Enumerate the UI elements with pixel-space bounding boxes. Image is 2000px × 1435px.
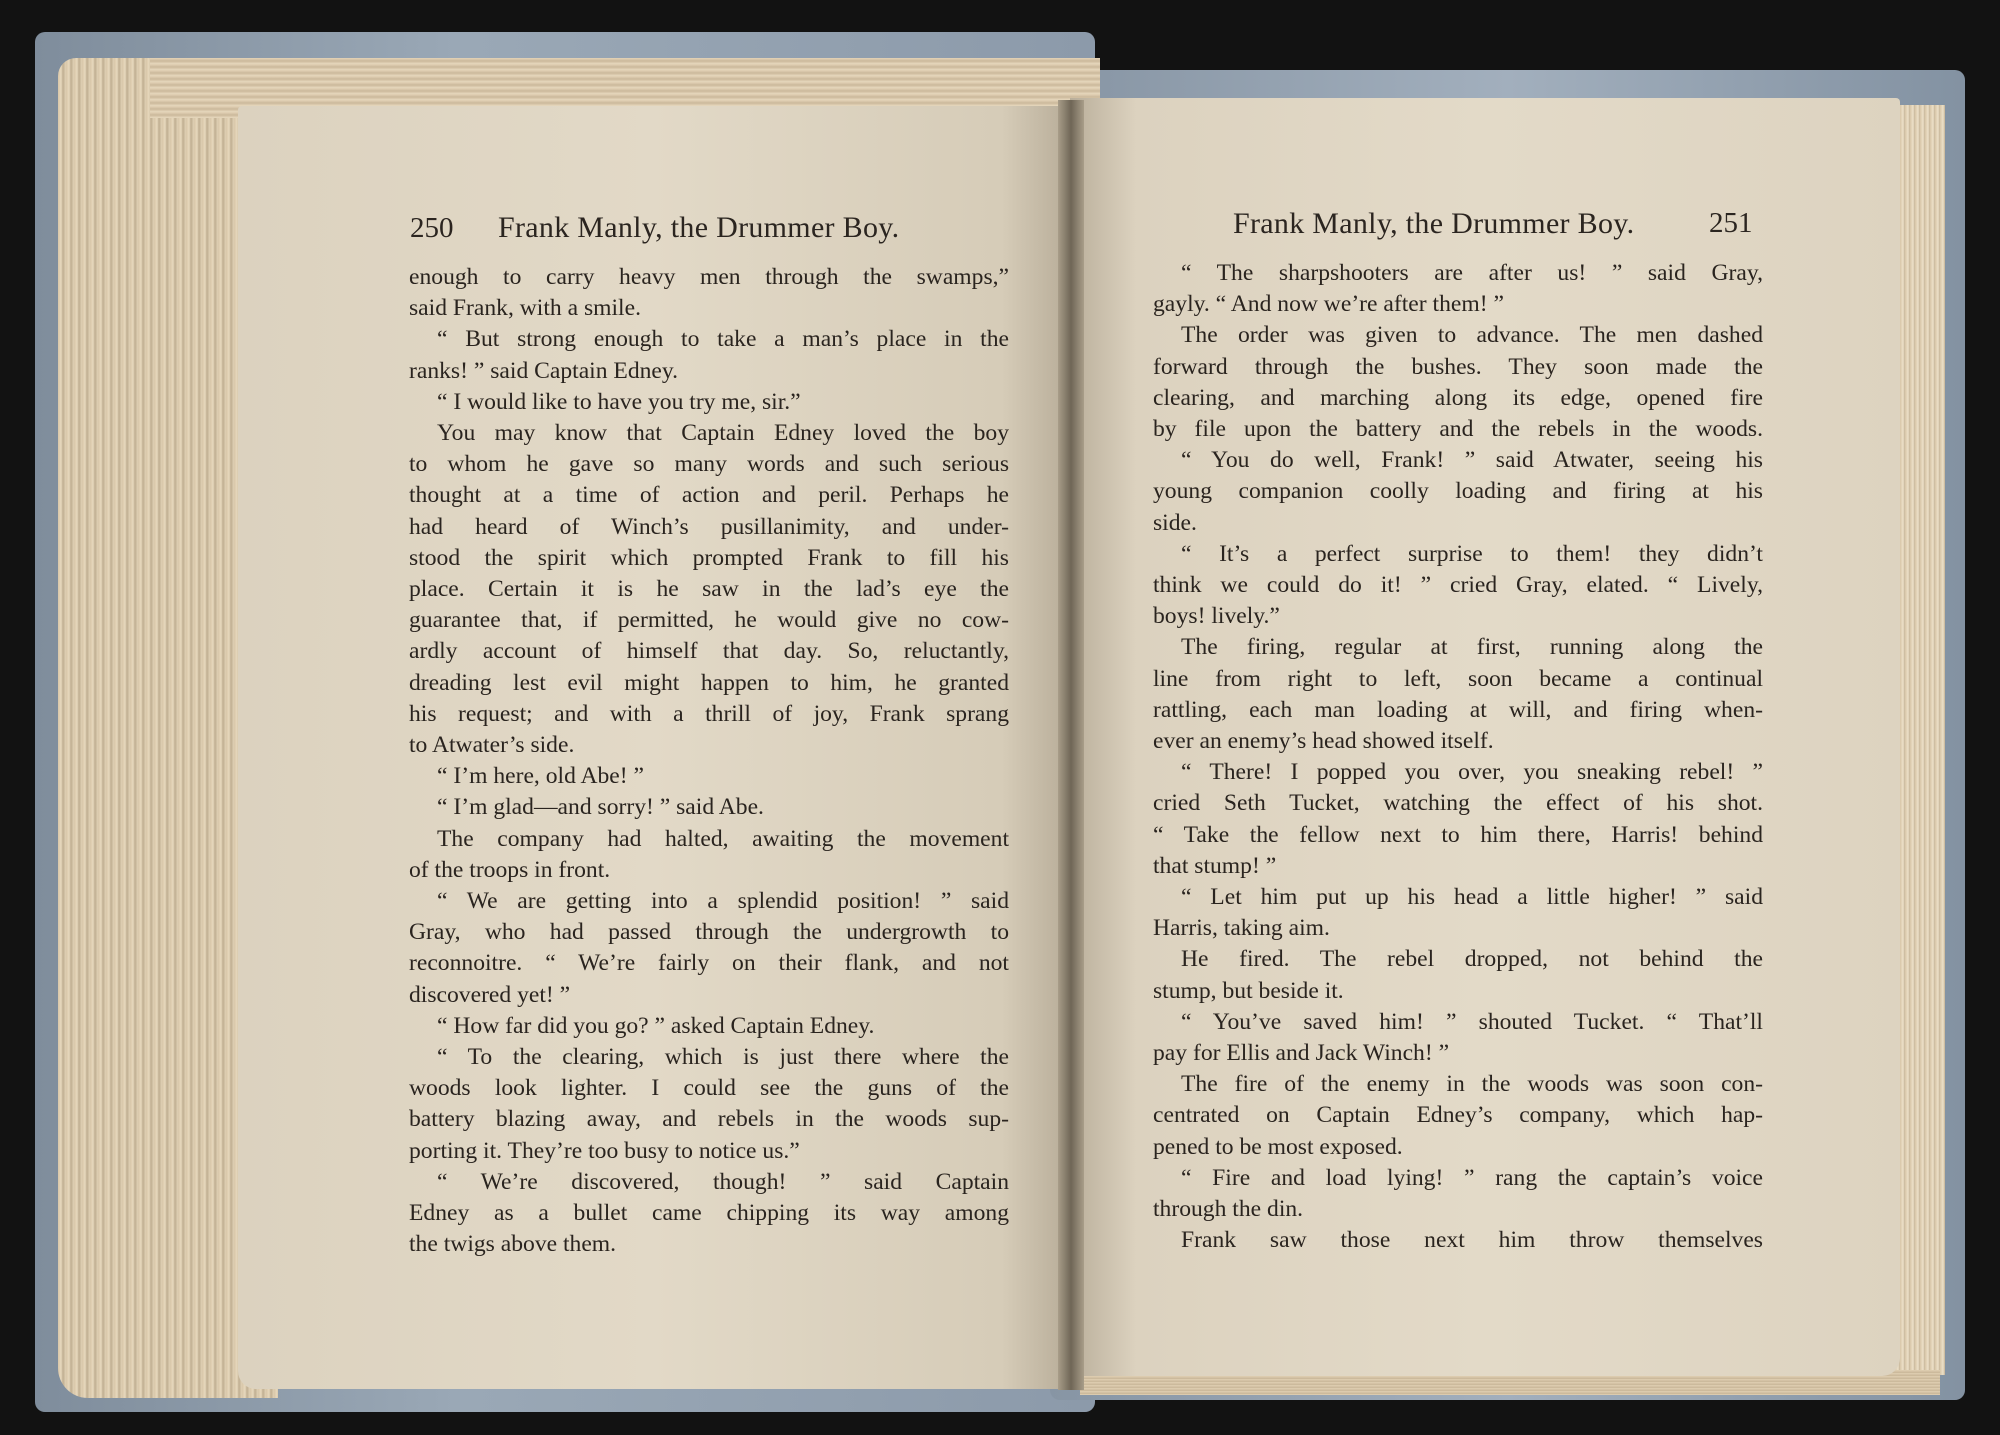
text-line: The order was given to advance. The men dashed [1181,322,1763,349]
left-page-number: 250 [410,212,454,244]
text-line: The fire of the enemy in the woods was soon con- [1181,1071,1763,1098]
text-line: pened to be most exposed. [1153,1133,1403,1160]
text-line: woods look lighter. I could see the guns of the [409,1075,1009,1102]
text-line: The company had halted, awaiting the movement [437,825,1009,852]
text-line: through the din. [1153,1196,1304,1223]
right-running-head: Frank Manly, the Drummer Boy. [1233,207,1635,240]
text-line: “ The sharpshooters are after us! ” said Gray, [1181,260,1763,286]
text-line: enough to carry heavy men through the swamps,” [409,264,1009,290]
text-line: stump, but beside it. [1153,977,1344,1004]
text-line: “ You’ve saved him! ” shouted Tucket. “ That’ll [1181,1008,1763,1035]
text-line: “ I’m here, old Abe! ” [437,763,645,790]
text-line: “ There! I popped you over, you sneaking rebel! ” [1181,759,1763,786]
text-line: gayly. “ And now we’re after them! ” [1153,291,1504,318]
text-line: porting it. They’re too busy to notice us.” [409,1137,800,1164]
text-line: The firing, regular at first, running along the [1181,634,1763,661]
text-line: “ We’re discovered, though! ” said Captain [437,1168,1009,1195]
text-line: young companion coolly loading and firing at his [1153,478,1763,505]
text-line: “ You do well, Frank! ” said Atwater, seeing his [1181,447,1763,474]
text-line: said Frank, with a smile. [409,295,641,322]
text-line: clearing, and marching along its edge, opened fire [1153,384,1763,411]
text-line: place. Certain it is he saw in the lad’s eye the [409,576,1009,603]
text-line: discovered yet! ” [409,981,571,1008]
text-line: Edney as a bullet came chipping its way among [409,1200,1009,1227]
text-line: “ Let him put up his head a little higher! ” said [1181,884,1763,911]
text-line: ranks! ” said Captain Edney. [409,357,679,384]
text-line: stood the spirit which prompted Frank to fill his [409,544,1009,571]
text-line: cried Seth Tucket, watching the effect of his shot. [1153,790,1763,817]
text-line: “ But strong enough to take a man’s place in the [437,326,1009,353]
text-line: rattling, each man loading at will, and firing when- [1153,696,1763,723]
text-line: dreading lest evil might happen to him, he granted [409,669,1009,696]
text-line: “ Fire and load lying! ” rang the captain’s voice [1181,1164,1763,1191]
text-line: Frank saw those next him throw themselves [1181,1227,1763,1254]
text-line: battery blazing away, and rebels in the woods sup- [409,1106,1009,1133]
text-line: to Atwater’s side. [409,732,575,759]
text-line: “ I’m glad—and sorry! ” said Abe. [437,794,764,821]
text-line: pay for Ellis and Jack Winch! ” [1153,1040,1450,1067]
text-line: line from right to left, soon became a continual [1153,665,1763,692]
text-line: by file upon the battery and the rebels in the woods. [1153,416,1763,443]
right-page-text [1153,258,1763,1257]
text-line: had heard of Winch’s pusillanimity, and under- [409,513,1009,540]
book-gutter [1058,100,1084,1390]
text-line: “ How far did you go? ” asked Captain Edney. [437,1012,875,1039]
text-line: that stump! ” [1153,852,1277,879]
left-page-text [409,262,1009,1261]
text-line: Harris, taking aim. [1153,915,1330,942]
text-line: “ I would like to have you try me, sir.” [437,388,801,415]
text-line: forward through the bushes. They soon made the [1153,353,1763,380]
text-line: the twigs above them. [409,1231,617,1258]
text-line: “ Take the fellow next to him there, Harris! behind [1153,821,1763,848]
text-line: side. [1153,509,1197,536]
text-line: He fired. The rebel dropped, not behind the [1181,946,1763,973]
text-line: guarantee that, if permitted, he would give no cow- [409,607,1009,634]
text-line: ever an enemy’s head showed itself. [1153,728,1494,755]
right-page-number: 251 [1709,207,1753,239]
text-line: of the troops in front. [409,856,611,883]
left-running-head: Frank Manly, the Drummer Boy. [498,211,900,244]
text-line: reconnoitre. “ We’re fairly on their flank, and not [409,950,1009,977]
text-line: Gray, who had passed through the undergrowth to [409,919,1009,946]
text-line: “ We are getting into a splendid position! ” said [437,888,1009,915]
text-line: ardly account of himself that day. So, reluctantly, [409,638,1009,665]
text-line: think we could do it! ” cried Gray, elated. “ Lively, [1153,572,1763,599]
text-line: centrated on Captain Edney’s company, which hap- [1153,1102,1763,1129]
text-line: his request; and with a thrill of joy, Frank sprang [409,700,1009,727]
text-line: to whom he gave so many words and such serious [409,451,1009,478]
text-line: thought at a time of action and peril. Perhaps he [409,482,1009,509]
text-line: boys! lively.” [1153,603,1280,630]
text-line: “ To the clearing, which is just there where the [437,1044,1009,1071]
text-line: You may know that Captain Edney loved the boy [437,420,1009,447]
text-line: “ It’s a perfect surprise to them! they didn’t [1181,540,1763,567]
